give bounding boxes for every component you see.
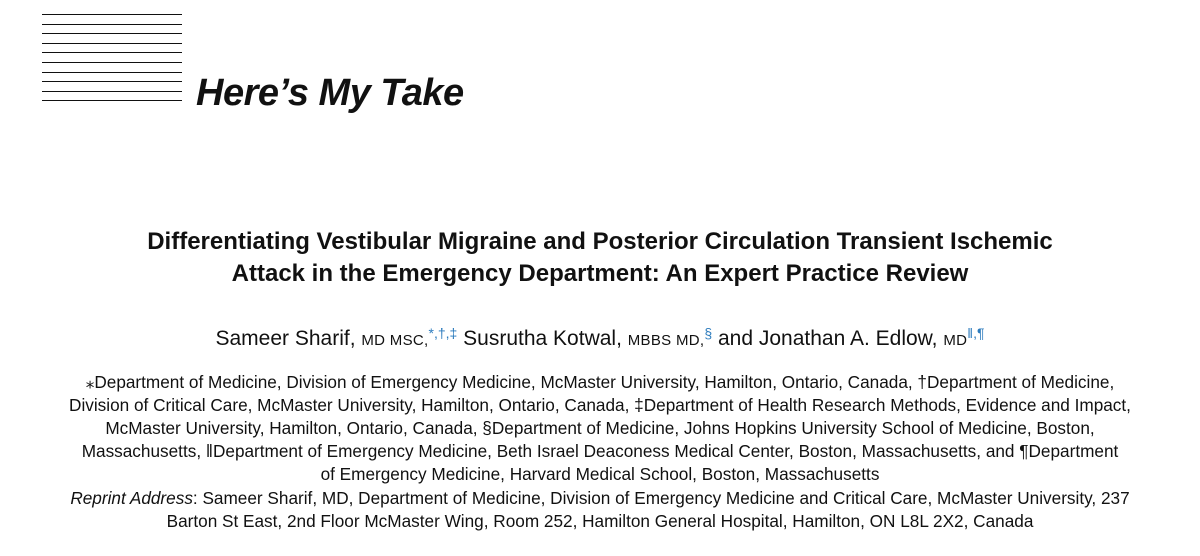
decorative-lines: [42, 14, 182, 108]
affiliation-marks[interactable]: ‖,¶: [967, 325, 985, 341]
affiliation-marks[interactable]: *,†,‡: [428, 325, 458, 341]
author-list: [40, 325, 1160, 351]
author-conjunction: and: [717, 327, 754, 350]
reprint-line-2: Barton St East, 2nd Floor McMaster Wing, Room 252, Hamilton General Hospital, Hamilton, ON L8L 2X2, Canada: [166, 511, 1034, 531]
article-title: [40, 226, 1160, 290]
affiliation-line: of Emergency Medicine, Harvard Medical School, Boston, Massachusetts: [320, 464, 880, 484]
affiliations: [30, 371, 1170, 486]
reprint-address: [30, 487, 1170, 533]
affiliation-marks[interactable]: §: [704, 325, 713, 341]
affiliation-line: ⁎Department of Medicine, Division of Emergency Medicine, McMaster University, Hamilton, Ontario, Canada, †Department of Medicine,: [85, 372, 1115, 392]
author-degree: MD: [943, 332, 968, 349]
author-name: Sameer Sharif,: [215, 327, 356, 350]
affiliation-line: Massachusetts, ‖Department of Emergency Medicine, Beth Israel Deaconess Medical Center, Boston, Massachusetts, and ¶Department: [81, 441, 1119, 461]
affiliation-line: Division of Critical Care, McMaster University, Hamilton, Ontario, Canada, ‡Department of Health Research Methods, Evidence and Impact,: [69, 395, 1131, 415]
author-name: Susrutha Kotwal,: [463, 327, 622, 350]
section-title: Here’s My Take: [196, 72, 464, 114]
reprint-text: : Sameer Sharif, MD, Department of Medicine, Division of Emergency Medicine and Critical Care, McMaster University, 237: [192, 488, 1130, 508]
article-title-line-1: Differentiating Vestibular Migraine and Posterior Circulation Transient Ischemic: [147, 228, 1053, 255]
affiliation-line: McMaster University, Hamilton, Ontario, Canada, §Department of Medicine, Johns Hopkins University School of Medicine, Boston,: [105, 418, 1095, 438]
author-degree: MBBS MD,: [627, 332, 705, 349]
author-name: Jonathan A. Edlow,: [758, 327, 938, 350]
reprint-label: Reprint Address: [70, 488, 193, 508]
author-degree: MD MSC,: [361, 332, 429, 349]
article-title-line-2: Attack in the Emergency Department: An Expert Practice Review: [231, 260, 969, 287]
reprint-line-1: [30, 487, 1170, 510]
